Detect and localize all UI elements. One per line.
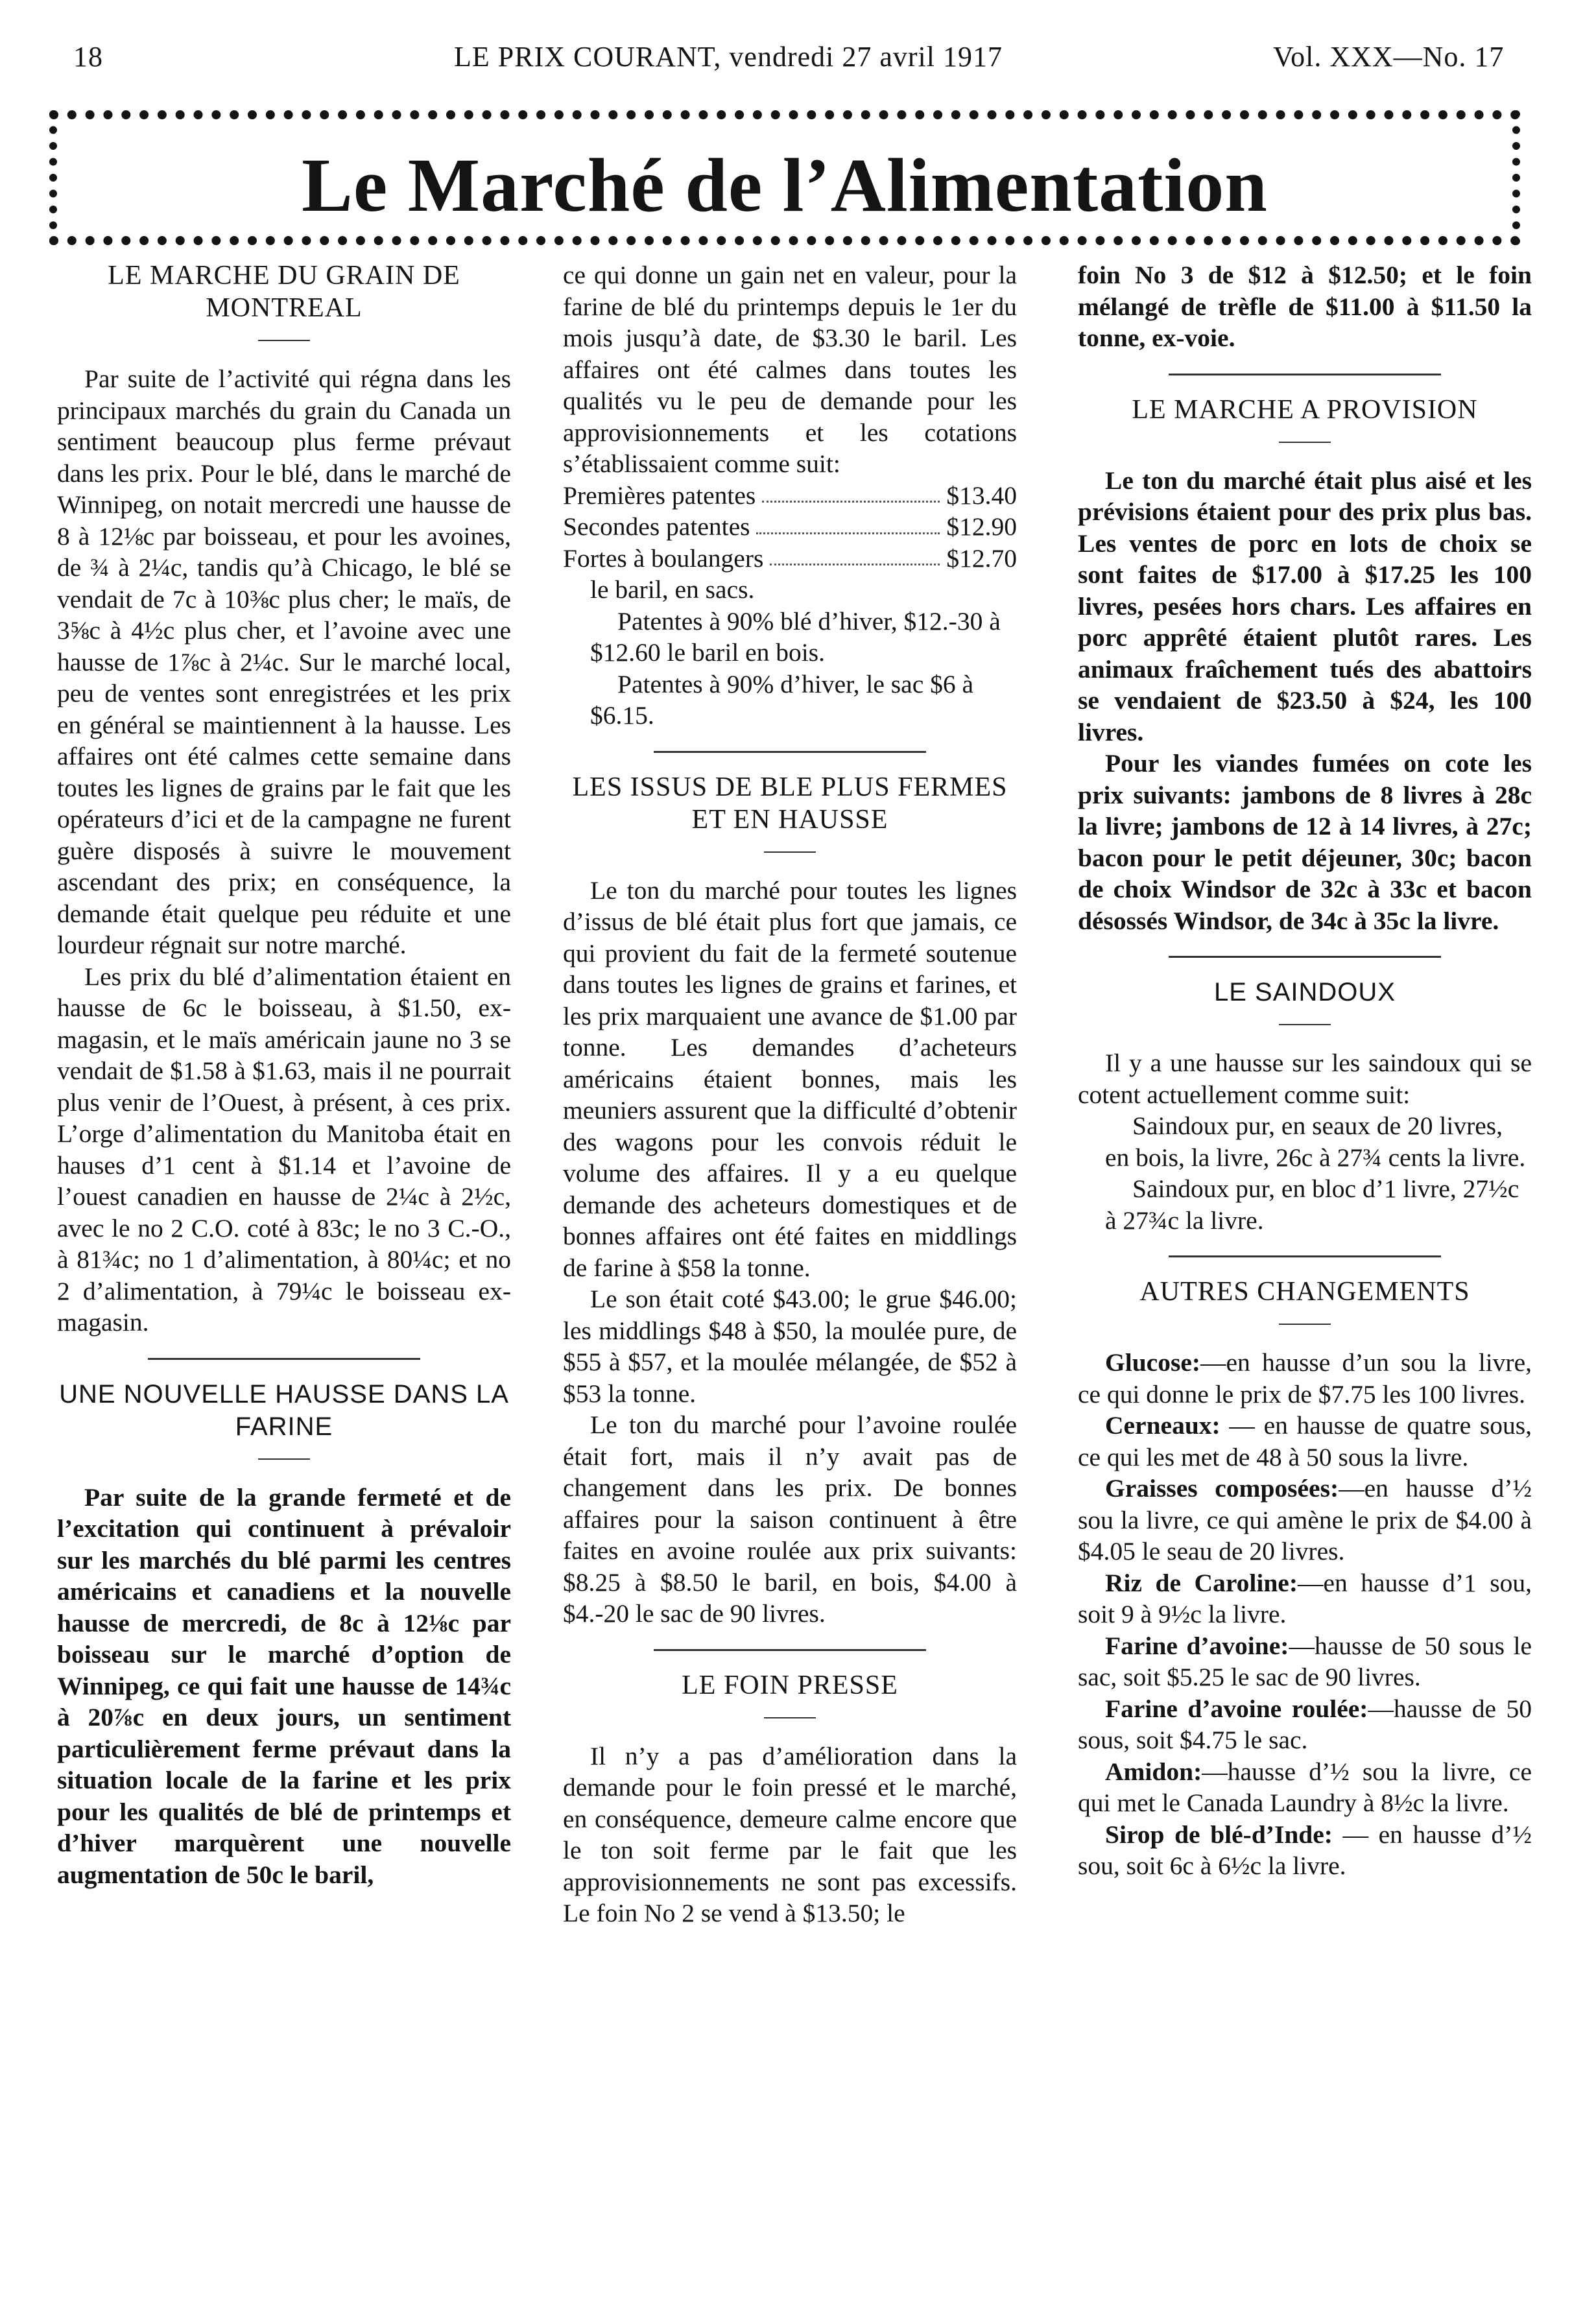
price-line: Patentes à 90% blé d’hiver, $12.-30 à $12.60 le baril en bois.: [590, 606, 1001, 667]
paragraph: Le ton du marché était plus aisé et les prévisions étaient pour des prix plus bas. Les ventes de porc en lots de choix se sont faites de $17.00 à $17.25 les 100 livres, pesées hors chars. Les affaires en porc apprêté étaient plutôt rares. Les animaux fraîchement tués des abattoirs se vendaient de $23.50 à $24, les 100 livres.: [1078, 466, 1532, 746]
change-term: Riz de Caroline:: [1105, 1568, 1298, 1597]
article-title-foin: LE FOIN PRESSE: [682, 1670, 898, 1700]
change-term: Farine d’avoine:: [1105, 1631, 1289, 1660]
article-title-grain: LE MARCHE DU GRAIN DE MONTREAL: [108, 261, 460, 323]
price-line: Patentes à 90% d’hiver, le sac $6 à $6.15.: [590, 669, 974, 730]
change-term: Amidon:: [1105, 1757, 1202, 1786]
section-divider: [654, 751, 926, 753]
paragraph: Le ton du marché pour toutes les lignes d’issus de blé était plus fort que jamais, ce qui provient du fait de la fermeté soutenue dans toutes les lignes de grains et farines, et les prix marquaient une avance de $1.00 par tonne. Les demandes d’acheteurs américains étaient bonnes, mais les meuniers assurent que la difficulté d’obtenir des wagons pour les convois réduit le volume des affaires. Il y a eu quelque demande des acheteurs domestiques et de bonnes affaires ont été faites en middlings de farine à $58 la tonne.: [563, 875, 1017, 1282]
change-item: Graisses composées:—en hausse d’½ sou la livre, ce qui amène le prix de $4.00 à $4.05 le seau de 20 livres.: [1078, 1474, 1532, 1565]
column-2: [563, 259, 1017, 2270]
article-title-saindoux: LE SAINDOUX: [1214, 978, 1396, 1006]
short-rule: [258, 1458, 310, 1460]
section-banner: [49, 110, 1520, 245]
paragraph: Il n’y a pas d’amélioration dans la demande pour le foin pressé et le marché, en conséquence, demeure calme encore que le ton soit ferme par le fait que les approvisionnements ne sont pas excessifs. Le foin No 2 se vend à $13.50; le: [563, 1741, 1017, 1927]
paragraph: Par suite de l’activité qui régna dans les principaux marchés du grain du Canada un sentiment beaucoup plus ferme prévaut dans les prix. Pour le blé, dans le marché de Winnipeg, on notait mercredi une hausse de 8 à 12⅛c par boisseau, et pour les avoines, de ¾ à 2¼c, tandis qu’à Chicago, le blé se vendait de 7c à 10⅜c plus cher; le maïs, de 3⅝c à 4½c plus cher, et l’avoine avec une hausse de 1⅞c à 2¼c. Sur le marché local, peu de ventes sont enregistrées et les prix en général se maintiennent à la hausse. Les affaires ont été calmes cette semaine dans toutes les lignes de grains par le fait que les opérateurs d’ici et de la campagne ne furent guère disposés à suivre le mouvement ascendant des prix; en conséquence, la demande était quelque peu réduite et une lourdeur régnait sur notre marché.: [57, 364, 511, 959]
paragraph: Le son était coté $43.00; le grue $46.00; les middlings $48 à $50, la moulée pure, de $55 à $57, et la moulée mélangée, de $52 à $53 la tonne.: [563, 1285, 1017, 1408]
article-title-issus: LES ISSUS DE BLE PLUS FERMES ET EN HAUSSE: [572, 772, 1008, 835]
paragraph: Par suite de la grande fermeté et de l’excitation qui continuent à prévaloir sur les marchés du blé parmi les centres américains et canadiens et la nouvelle hausse de mercredi, de 8c à 12⅛c par boisseau sur le marché d’option de Winnipeg, ce qui fait une hausse de 14¾c à 20⅞c en deux jours, un sentiment particulièrement ferme prévaut dans la situation locale de la farine et les prix pour les qualités de blé de printemps et d’hiver marquèrent une nouvelle augmentation de 50c le baril,: [57, 1482, 511, 1889]
change-term: Graisses composées:: [1105, 1474, 1339, 1503]
short-rule: [1279, 1024, 1331, 1025]
change-item: Glucose:—en hausse d’un sou la livre, ce qui donne le prix de $7.75 les 100 livres.: [1078, 1348, 1532, 1409]
masthead: LE PRIX COURANT, vendredi 27 avril 1917: [454, 41, 1003, 73]
paragraph: Les prix du blé d’alimentation étaient en hausse de 6c le boisseau, à $1.50, ex-magasin, et le maïs américain jaune no 3 se vendait de $1.58 à $1.63, mais il ne pourrait plus venir de l’Ouest, à présent, à ces prix. L’orge d’alimentation du Manitoba était en hauses d’1 cent à $1.14 et l’avoine de l’ouest canadien en hausse de 2¼c à 2½c, avec le no 2 C.O. coté à 83c; le no 3 C.-O., à 81¾c; no 1 d’alimentation, à 80¼c; et no 2 d’alimentation, à 79¼c le boisseau ex-magasin.: [57, 962, 511, 1337]
change-item: Farine d’avoine roulée:—hausse de 50 sous, soit $4.75 le sac.: [1078, 1694, 1532, 1754]
short-rule: [1279, 442, 1331, 443]
change-item: Sirop de blé-d’Inde: — en hausse d’½ sou, soit 6c à 6½c la livre.: [1078, 1820, 1532, 1880]
paragraph: Pour les viandes fumées on cote les prix suivants: jambons de 8 livres à 28c la livre; jambons de 12 à 14 livres, à 27c; bacon pour le petit déjeuner, 30c; bacon de choix Windsor de 32c à 33c et bacon désossés Windsor, de 34c à 35c la livre.: [1078, 749, 1532, 935]
paragraph: Le ton du marché pour l’avoine roulée était fort, mais il n’y avait pas de changement dans les prix. De bonnes affaires pour la saison continuent à être faites en avoine roulée aux prix suivants: $8.25 à $8.50 le baril, en bois, $4.00 à $4.-20 le sac de 90 livres.: [563, 1410, 1017, 1628]
price-row: Secondes patentes $12.90: [563, 512, 1017, 541]
short-rule: [764, 851, 816, 853]
change-term: Glucose:: [1105, 1348, 1201, 1377]
column-3: [1078, 259, 1532, 2270]
section-divider: [148, 1358, 420, 1360]
section-divider: [1169, 374, 1441, 375]
change-term: Farine d’avoine roulée:: [1105, 1694, 1368, 1723]
paragraph: foin No 3 de $12 à $12.50; et le foin mélangé de trèfle de $11.00 à $11.50 la tonne, ex-voie.: [1078, 261, 1532, 352]
article-title-farine: UNE NOUVELLE HAUSSE DANS LA FARINE: [59, 1379, 509, 1441]
short-rule: [258, 340, 310, 341]
article-title-changements: AUTRES CHANGEMENTS: [1139, 1277, 1470, 1307]
paragraph: Il y a une hausse sur les saindoux qui se cotent actuellement comme suit:: [1078, 1049, 1532, 1109]
page-number: 18: [73, 41, 103, 73]
section-title: Le Marché de l’Alimentation: [302, 143, 1268, 228]
short-rule: [764, 1717, 816, 1718]
page-header: [0, 31, 1596, 83]
article-title-provision: LE MARCHE A PROVISION: [1132, 394, 1478, 425]
price-row: Premières patentes $13.40: [563, 481, 1017, 510]
paragraph: ce qui donne un gain net en valeur, pour la farine de blé du printemps depuis le 1er du mois jusqu’à date, de $3.30 le baril. Les affaires ont été calmes dans toutes les qualités vu le peu de demande pour les approvisionnements et les cotations s’établissaient comme suit:: [563, 261, 1017, 478]
list-item: Saindoux pur, en seaux de 20 livres, en bois, la livre, 26c à 27¾ cents la livre.: [1105, 1111, 1526, 1172]
change-term: Cerneaux:: [1105, 1411, 1221, 1440]
section-divider: [1169, 956, 1441, 958]
change-item: Farine d’avoine:—hausse de 50 sous le sac, soit $5.25 le sac de 90 livres.: [1078, 1631, 1532, 1691]
short-rule: [1279, 1324, 1331, 1325]
change-item: Cerneaux: — en hausse de quatre sous, ce qui les met de 48 à 50 sous la livre.: [1078, 1411, 1532, 1471]
change-item: Riz de Caroline:—en hausse d’1 sou, soit 9 à 9½c la livre.: [1078, 1568, 1532, 1628]
section-divider: [1169, 1255, 1441, 1257]
section-divider: [654, 1649, 926, 1651]
change-term: Sirop de blé-d’Inde:: [1105, 1820, 1333, 1849]
column-1: [57, 259, 511, 2270]
list-item: Saindoux pur, en bloc d’1 livre, 27½c à 27¾c la livre.: [1105, 1174, 1519, 1235]
volume-number: Vol. XXX—No. 17: [1273, 41, 1505, 73]
change-item: Amidon:—hausse d’½ sou la livre, ce qui met le Canada Laundry à 8½c la livre.: [1078, 1757, 1532, 1817]
price-row: Fortes à boulangers $12.70: [563, 543, 1017, 573]
price-note: le baril, en sacs.: [590, 575, 755, 604]
